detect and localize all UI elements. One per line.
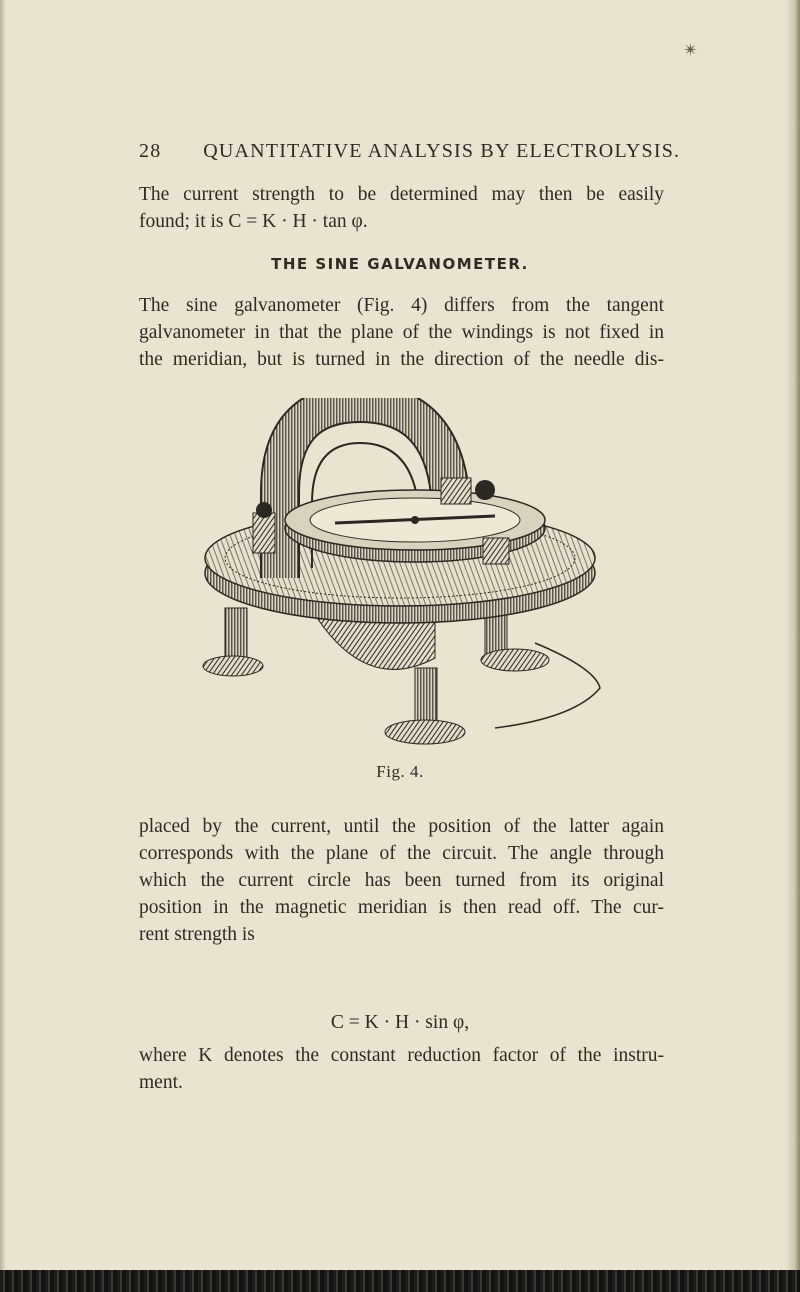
scan-bottom-band — [0, 1270, 800, 1292]
closing-paragraph — [139, 1042, 664, 1096]
text-line: rent strength is — [139, 924, 255, 945]
corner-mark: ✴ — [683, 40, 699, 60]
sine-galvanometer-illustration — [195, 398, 615, 760]
text-line: where K denotes the constant reduction factor of the instru- — [139, 1045, 664, 1066]
text-line: found; it is C = K · H · tan φ. — [139, 211, 368, 232]
text-line: the meridian, but is turned in the direction of the needle dis- — [139, 349, 664, 370]
running-head — [139, 140, 679, 163]
text-line: The current strength to be determined may then be easily — [139, 184, 664, 205]
sine-formula: C = K · H · sin φ, — [330, 1012, 470, 1033]
page-number: 28 — [139, 140, 162, 162]
intro-paragraph — [139, 181, 664, 235]
text-line: ment. — [139, 1072, 183, 1093]
continued-paragraph — [139, 813, 664, 948]
section-heading: THE SINE GALVANOMETER. — [271, 255, 529, 273]
text-line: galvanometer in that the plane of the windings is not fixed in — [139, 322, 664, 343]
figure-caption: Fig. 4. — [376, 762, 424, 781]
text-line: The sine galvanometer (Fig. 4) differs from the tangent — [139, 295, 664, 316]
text-line: corresponds with the plane of the circuit. The angle through — [139, 843, 664, 864]
page-left-edge — [0, 0, 6, 1292]
text-line: position in the magnetic meridian is then read off. The cur- — [139, 897, 664, 918]
page-right-edge — [786, 0, 800, 1292]
text-line: which the current circle has been turned from its original — [139, 870, 664, 891]
running-title: QUANTITATIVE ANALYSIS BY ELECTROLYSIS. — [203, 140, 681, 162]
section-paragraph — [139, 292, 664, 373]
text-line: placed by the current, until the position of the latter again — [139, 816, 664, 837]
